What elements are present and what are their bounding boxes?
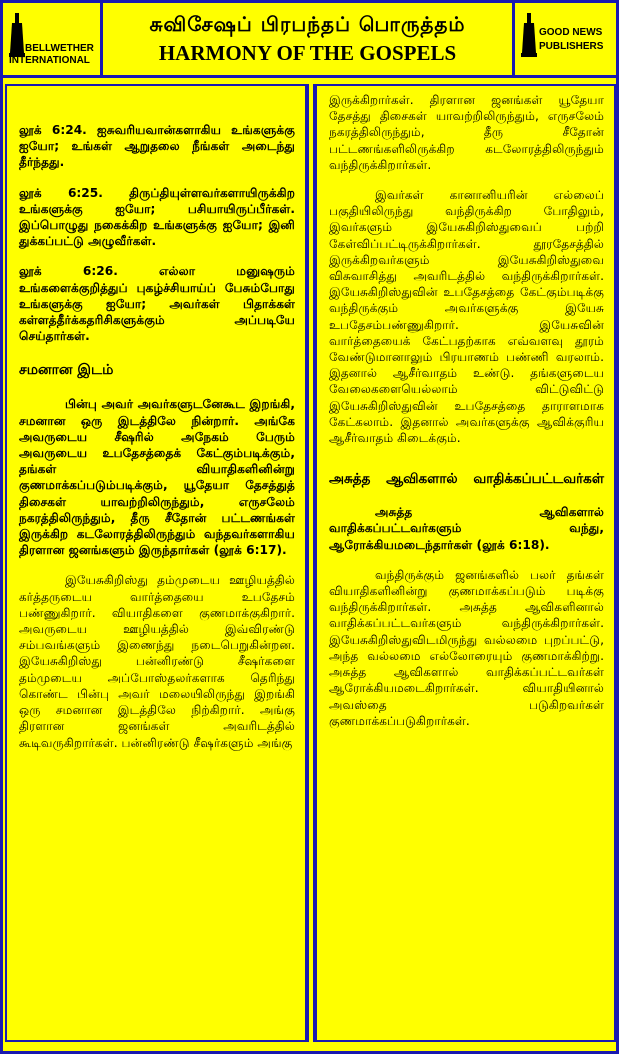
good-news-logo-line2: PUBLISHERS: [539, 41, 604, 52]
left-column: [5, 84, 309, 1042]
verse-luke-6-26: லூக் 6:26. எல்லா மனுஷரும் உங்களைக்குறித்துப் புகழ்ச்சியாய்ப் பேசும்போது உங்களுக்கு ஐயோ; அவர்கள் பிதாக்கள் கள்ளத்தீர்க்கதரிசிகளுக்கும் அப்படியே செய்தார்கள்.: [19, 264, 295, 344]
commentary-paragraph: இவர்கள் கானானியரின் எல்லைப் பகுதியிலிருந்து வந்திருக்கிற போதிலும், இவர்களும் இயேசுகிறிஸ்துவைப் பற்றி கேள்விப்பட்டிருக்கிறார்கள். தூரதேசத்தில் இருக்கிறவர்களும் இயேசுகிறிஸ்துவை விசுவாசித்து அவரிடத்தில் வந்திருக்கிறார்கள். இயேசுகிறிஸ்துவின் உபதேசத்தை கேட்கும்படிக்கு வந்திருக்கும் அவர்களுக்கு இயேசு உபதேசம்பண்ணுகிறார். இயேசுவின் வார்த்தையைக் கேட்பதற்காக எவ்வளவு தூரம் வேண்டுமானாலும் பிரயாணம் பண்ணி வரலாம். இதனால் ஆசீர்வாதம் உண்டு. தங்களுடைய வேலைகளையெல்லாம் விட்டுவிட்டு இயேசுகிறிஸ்துவின் உபதேசத்தை தாராளமாக கேட்கலாம். இதனால் அவர்களுக்கு ஆவிக்குரிய ஆசீர்வாதம் கிடைக்கும்.: [329, 188, 604, 446]
section-heading-unclean-spirits: அசுத்த ஆவிகளால் வாதிக்கப்பட்டவர்கள்: [329, 471, 604, 488]
bellwether-logo-line2: INTERNATIONAL: [9, 55, 90, 66]
bellwether-logo-line1: BELLWETHER: [25, 43, 94, 54]
bell-icon: [521, 13, 537, 59]
good-news-logo: [512, 3, 616, 75]
section-heading-level-place: சமனான இடம்: [19, 362, 114, 379]
content: [3, 80, 616, 1048]
good-news-logo-line1: GOOD NEWS: [539, 27, 603, 38]
verse-luke-6-18: அசுத்த ஆவிகளால் வாதிக்கப்பட்டவர்களும் வந்து, ஆரோக்கியமடைந்தார்கள் (லூக் 6:18).: [329, 505, 604, 552]
bell-icon: [9, 13, 25, 59]
title-english: HARMONY OF THE GOSPELS: [158, 41, 457, 65]
verse-luke-6-17: பின்பு அவர் அவர்களுடனேகூட இறங்கி, சமனான ஒரு இடத்திலே நின்றார். அங்கே அவருடைய சீஷரில் அநேகம் பேரும் அவருடைய உபதேசத்தைக் கேட்கும்படிக்கும், தங்கள் வியாதிகளினின்று குணமாக்கப்படும்படிக்கும், யூதேயா தேசத்துத் திசைகள் யாவற்றிலிருந்தும், எருசலேம் நகரத்திலிருந்தும், தீரு சீதோன் பட்டணங்கள் இருக்கிற கடலோரத்திலிருந்தும் வந்தவர்களாகிய திரளான ஜனங்களும் இருந்தார்கள் (லூக் 6:17).: [19, 397, 295, 558]
header: [3, 3, 616, 75]
title-box: [103, 3, 512, 75]
bellwether-logo: [3, 3, 103, 75]
right-column: [313, 84, 616, 1042]
commentary-paragraph: வந்திருக்கும் ஜனங்களில் பலர் தங்கள் வியாதிகளினின்று குணமாக்கப்படும் படிக்கு வந்திருக்கிறார்கள். அசுத்த ஆவிகளினால் வாதிக்கப்பட்டவர்களும் வந்திருக்கிறார்கள். இயேசுகிறிஸ்துவிடமிருந்து வல்லமை புறப்பட்டு, அந்த வல்லமை எல்லோரையும் குணமாக்கிற்று. அசுத்த ஆவிகளால் வாதிக்கப்பட்டவர்கள் ஆரோக்கியமடைகிறார்கள். வியாதியினால் அவஸ்தை படுகிறவர்கள் குணமாக்கப்படுகிறார்கள்.: [329, 567, 604, 728]
commentary-paragraph: இயேசுகிறிஸ்து தம்முடைய ஊழியத்தில் கர்த்தருடைய வார்த்தையை உபதேசம் பண்ணுகிறார். வியாதிகளை குணமாக்குகிறார். அவருடைய ஊழியத்தில் இவ்விரண்டு சம்பவங்களும் இணைந்து நடைபெறுகின்றன. இயேசுகிறிஸ்து பன்னிரண்டு சீஷர்களை தம்முடைய அப்போஸ்தலர்களாக தெரிந்து கொண்ட பின்பு அவர் மலையிலிருந்து இறங்கி ஒரு சமனான இடத்திலே நிற்கிறார். அங்கு திரளான ஜனங்கள் அவரிடத்தில் கூடிவருகிறார்கள். பன்னிரண்டு சீஷர்களும் அங்கு: [19, 573, 295, 750]
title-tamil: சுவிசேஷப் பிரபந்தப் பொருத்தம்: [149, 12, 466, 36]
verse-luke-6-25: லூக் 6:25. திருப்தியுள்ளவர்களாயிருக்கிற உங்களுக்கு ஐயோ; பசியாயிருப்பீர்கள். இப்பொழுது நகைக்கிற உங்களுக்கு ஐயோ; இனி துக்கப்பட்டு அழுவீர்கள்.: [19, 185, 295, 249]
commentary-paragraph: இருக்கிறார்கள். திரளான ஜனங்கள் யூதேயா தேசத்து திசைகள் யாவற்றிலிருந்தும், எருசலேம் நகரத்திலிருந்தும், தீரு சீதோன் பட்டணங்களிலிருக்கிற கடலோரத்திலிருந்தும் வந்திருக்கிறார்கள்.: [329, 93, 604, 172]
header-rule: [3, 75, 616, 78]
verse-luke-6-24: லூக் 6:24. ஐசுவரியவான்களாகிய உங்களுக்கு ஐயோ; உங்கள் ஆறுதலை நீங்கள் அடைந்து தீர்ந்தது.: [19, 123, 295, 170]
